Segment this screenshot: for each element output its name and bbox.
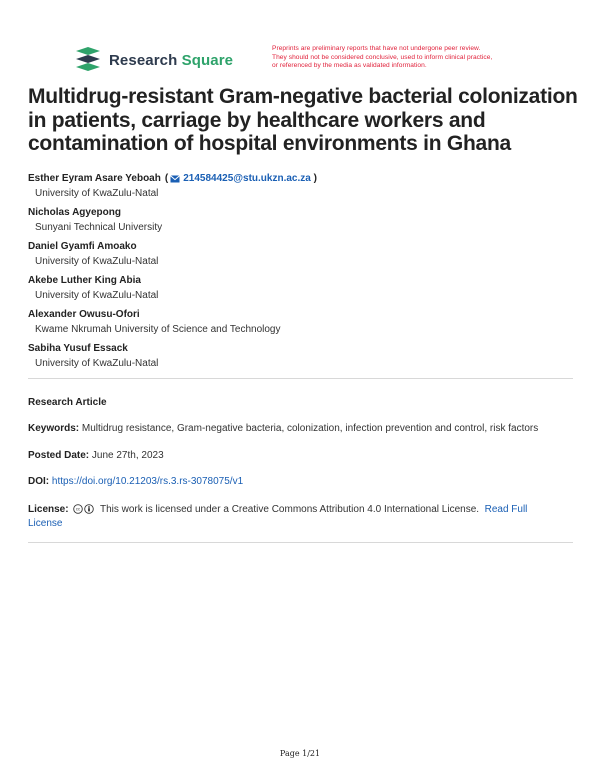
article-type-label: Research Article (28, 397, 107, 408)
author-entry (28, 239, 584, 273)
article-type (28, 396, 588, 410)
keywords-row (28, 422, 588, 436)
divider (28, 378, 573, 379)
logo-word-square: Square (181, 51, 234, 69)
cc-badge (73, 504, 95, 514)
disclaimer-line: Preprints are preliminary reports that have not undergone peer review. (272, 45, 481, 52)
doi-link[interactable]: https://doi.org/10.21203/rs.3.rs-3078075/v1 (51, 476, 244, 487)
envelope-icon (170, 175, 180, 183)
author-name-line (28, 171, 584, 187)
divider (28, 542, 573, 543)
research-square-logo[interactable] (74, 47, 233, 73)
read-full-license-link[interactable]: Read Full (484, 504, 528, 515)
author-affiliation: Sunyani Technical University (35, 222, 163, 233)
disclaimer-line: or referenced by the media as validated information. (272, 62, 427, 70)
author-name[interactable]: Alexander Owusu-Ofori (28, 309, 140, 320)
posted-date-label: Posted Date: (28, 450, 90, 461)
author-affiliation: Kwame Nkrumah University of Science and Technology (35, 324, 281, 335)
license-row (28, 503, 588, 531)
author-affiliation: University of KwaZulu-Natal (35, 188, 159, 199)
logo-word-research: Research (109, 51, 178, 69)
by-icon (84, 504, 94, 514)
author-entry (28, 307, 584, 341)
author-email[interactable]: 214584425@stu.ukzn.ac.za (183, 173, 311, 184)
keywords-label: Keywords: (28, 423, 80, 434)
author-entry (28, 171, 584, 205)
author-name[interactable]: Daniel Gyamfi Amoako (28, 241, 137, 252)
license-label: License: (28, 504, 69, 515)
read-full-license-link-cont[interactable]: License (28, 518, 63, 529)
preprint-disclaimer (272, 45, 562, 71)
author-name[interactable]: Akebe Luther King Abia (28, 275, 141, 286)
author-entry (28, 205, 584, 239)
posted-date-row (28, 449, 588, 463)
author-name[interactable]: Sabiha Yusuf Essack (28, 343, 128, 354)
author-entry (28, 273, 584, 307)
page-header (0, 0, 600, 80)
doi-label: DOI: (28, 476, 50, 487)
author-list (28, 171, 584, 375)
author-affiliation: University of KwaZulu-Natal (35, 290, 159, 301)
author-email-link[interactable]: ( 214584425@stu.ukzn.ac.za ) (165, 171, 317, 187)
author-affiliation: University of KwaZulu-Natal (35, 256, 159, 267)
posted-date-value: June 27th, 2023 (91, 450, 164, 461)
paper-title: Multidrug-resistant Gram-negative bacterial colonization in patients, carriage by healthcare workers and contamination of hospital environments in Ghana (28, 85, 578, 155)
author-entry (28, 341, 584, 375)
page-footer (0, 749, 600, 758)
license-text: This work is licensed under a Creative Commons Attribution 4.0 International License. (99, 504, 480, 515)
doi-row (28, 475, 588, 489)
research-square-logo-icon (74, 47, 102, 73)
cc-icon (73, 504, 83, 514)
svg-text:cc: cc (76, 506, 81, 512)
keywords-value: Multidrug resistance, Gram-negative bacteria, colonization, infection prevention and control, risk factors (81, 423, 539, 434)
author-affiliation: University of KwaZulu-Natal (35, 358, 159, 369)
logo-text (109, 52, 233, 69)
disclaimer-line: They should not be considered conclusive, used to inform clinical practice, (272, 53, 493, 61)
author-name[interactable]: Nicholas Agyepong (28, 207, 121, 218)
author-name[interactable]: Esther Eyram Asare Yeboah (28, 173, 161, 184)
page-number: Page 1/21 (279, 749, 321, 758)
